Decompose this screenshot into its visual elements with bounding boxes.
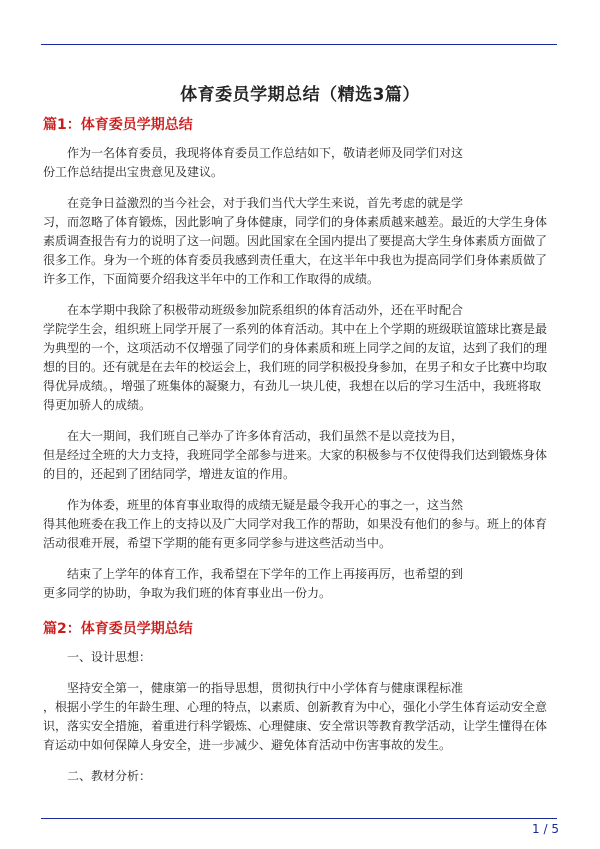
text-line: 结束了上学年的体育工作，我希望在下学年的工作上再接再厉，也希望的到 [67, 567, 464, 581]
text-line: 许多工作，下面简要介绍我这半年中的工作和工作取得的成绩。 [43, 272, 380, 286]
section-heading: 篇2：体育委员学期总结 [43, 621, 193, 637]
paragraph [43, 496, 557, 553]
paragraph [43, 565, 557, 603]
footer-rule [41, 818, 557, 819]
paragraph [43, 767, 557, 786]
document-body [43, 115, 557, 798]
text-line: 习，而忽略了体育锻炼，因此影响了身体健康，同学们的身体素质越来越差。最近的大学生身体 [43, 215, 548, 229]
section-heading: 篇1：体育委员学期总结 [43, 117, 193, 133]
text-line: 为典型的一个，这项活动不仅增强了同学们的身体素质和班上同学之间的友谊，达到了我们的理 [43, 341, 548, 355]
text-line: 在大一期间，我们班自己举办了许多体育活动，我们虽然不是以竞技为目， [67, 429, 464, 443]
paragraph [43, 144, 557, 182]
page-number: 1 / 5 [532, 822, 559, 836]
text-line: 作为体委，班里的体育事业取得的成绩无疑是最令我开心的事之一，这当然 [67, 498, 464, 512]
text-line: 作为一名体育委员，我现将体育委员工作总结如下，敬请老师及同学们对这 [67, 146, 464, 160]
text-line: 得其他班委在我工作上的支持以及广大同学对我工作的帮助，如果没有他们的参与。班上的体育 [43, 517, 548, 531]
text-line: 素质调查报告有力的说明了这一问题。因此国家在全国内提出了要提高大学生身体素质方面做了 [43, 234, 548, 248]
paragraph [43, 427, 557, 484]
text-line: 份工作总结提出宝贵意见及建议。 [43, 165, 224, 179]
text-line: 二、教材分析： [67, 769, 152, 783]
paragraph [43, 648, 557, 667]
text-line: 学院学生会，组织班上同学开展了一系列的体育活动。其中在上个学期的班级联谊篮球比赛是最 [43, 322, 548, 336]
text-line: 育运动中如何保障人身安全，进一步减少、避免体育活动中伤害事故的发生。 [43, 738, 452, 752]
text-line: 活动很难开展，希望下学期的能有更多同学参与进这些活动当中。 [43, 536, 392, 550]
text-line: 但是经过全班的大力支持，我班同学全部参与进来。大家的积极参与不仅使得我们达到锻炼身体 [43, 448, 548, 462]
paragraph [43, 301, 557, 415]
text-line: 在本学期中我除了积极带动班级参加院系组织的体育活动外，还在平时配合 [67, 303, 464, 317]
text-line: 得更加骄人的成绩。 [43, 398, 152, 412]
text-line: 在竞争日益激烈的当今社会，对于我们当代大学生来说，首先考虑的就是学 [67, 196, 464, 210]
text-line: 坚持安全第一，健康第一的指导思想，贯彻执行中小学体育与健康课程标准 [67, 681, 464, 695]
text-line: 一、设计思想： [67, 650, 152, 664]
text-line: 很多工作。身为一个班的体育委员我感到责任重大，在这半年中我也为提高同学们身体素质做了 [43, 253, 548, 267]
text-line: ，根据小学生的年龄生理、心理的特点，以素质、创新教育为中心，强化小学生体育运动安全意 [43, 700, 548, 714]
paragraph [43, 679, 557, 755]
text-line: 识，落实安全措施，着重进行科学锻炼、心理健康、安全常识等教育教学活动，让学生懂得在体 [43, 719, 548, 733]
paragraph [43, 194, 557, 289]
text-line: 得优异成绩。，增强了班集体的凝聚力，有劲儿一块儿使，我想在以后的学习生活中，我班将取 [43, 379, 542, 393]
header-rule [41, 44, 557, 45]
document-title: 体育委员学期总结（精选3篇） [180, 85, 420, 105]
text-line: 的目的，还起到了团结同学，增进友谊的作用。 [43, 467, 296, 481]
text-line: 想的目的。还有就是在去年的校运会上，我们班的同学积极投身参加，在男子和女子比赛中均取 [43, 360, 548, 374]
text-line: 更多同学的协助，争取为我们班的体育事业出一份力。 [43, 586, 332, 600]
